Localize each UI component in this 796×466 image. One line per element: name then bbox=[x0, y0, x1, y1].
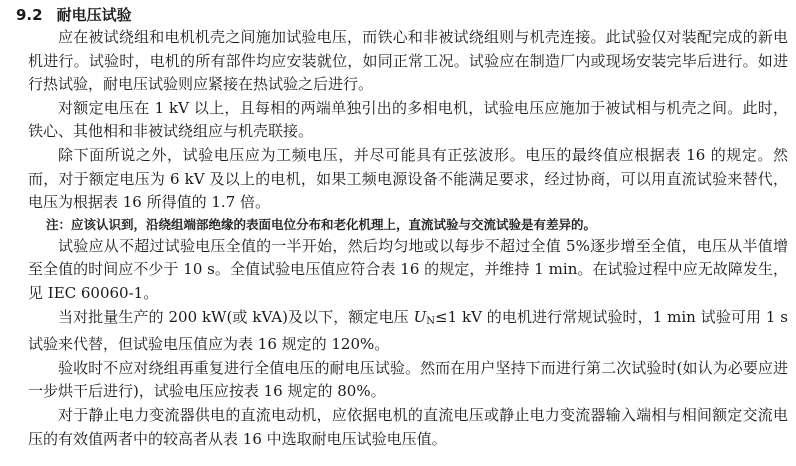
document-body bbox=[16, 4, 788, 451]
section-heading bbox=[16, 4, 788, 26]
paragraph-7: 对于静止电力变流器供电的直流电动机，应依据电机的直流电压或静止电力变流器输入端相与相间额定交流电压的有效值两者中的较高者从表 16 中选取耐电压试验电压值。 bbox=[28, 405, 788, 448]
paragraph-1: 应在被试绕组和电机机壳之间施加试验电压，而铁心和非被试绕组则与机壳连接。此试验仅对装配完成的新电机进行。试验时，电机的所有部件均应安装就位，如同正常工况。试验应在制造厂内或现场安装完毕后进行。如进行热试验，耐电压试验则应紧接在热试验之后进行。 bbox=[28, 28, 788, 94]
paragraph-2: 对额定电压在 1 kV 以上，且每相的两端单独引出的多相电机，试验电压应施加于被试相与机壳之间。此时，铁心、其他相和非被试绕组应与机壳联接。 bbox=[28, 98, 788, 141]
section-title: 耐电压试验 bbox=[56, 6, 132, 24]
paragraph-3: 除下面所说之外，试验电压应为工频电压，并尽可能具有正弦波形。电压的最终值应根据表 16 的规定。然而，对于额定电压为 6 kV 及以上的电机，如果工频电源设备不能满足要求，经过协商，可以用直流试验来替代，电压为根据表 16 所得值的 1.7 倍。 bbox=[28, 145, 788, 212]
voltage-subscript: N bbox=[426, 315, 436, 327]
voltage-symbol: U bbox=[413, 307, 427, 326]
paragraph-5-before: 当对批量生产的 200 kW(或 kVA)及以下，额定电压 bbox=[58, 307, 414, 326]
paragraph-5-after: ≤1 kV 的电机进行常规试验时，1 min 试验可用 1 s 试验来代替，但试验电压值应为表 16 规定的 120%。 bbox=[28, 307, 788, 354]
paragraph-4: 试验应从不超过试验电压全值的一半开始，然后均匀地或以每步不超过全值 5%逐步增至全值，电压从半值增至全值的时间应不少于 10 s。全值试验电压值应符合表 16 的规定，并维持 1 min。在试验过程中应无故障发生，见 IEC 60060-1。 bbox=[28, 236, 788, 302]
section-number: 9.2 bbox=[16, 6, 43, 24]
paragraph-5 bbox=[28, 306, 788, 357]
note: 注：应该认识到，沿绕组端部绝缘的表面电位分布和老化机理上，直流试验与交流试验是有差异的。 bbox=[46, 216, 597, 232]
paragraph-6: 验收时不应对绕组再重复进行全值电压的耐电压试验。然而在用户坚持下而进行第二次试验时(如认为必要应进一步烘干后进行)，试验电压应按表 16 规定的 80%。 bbox=[28, 358, 788, 401]
